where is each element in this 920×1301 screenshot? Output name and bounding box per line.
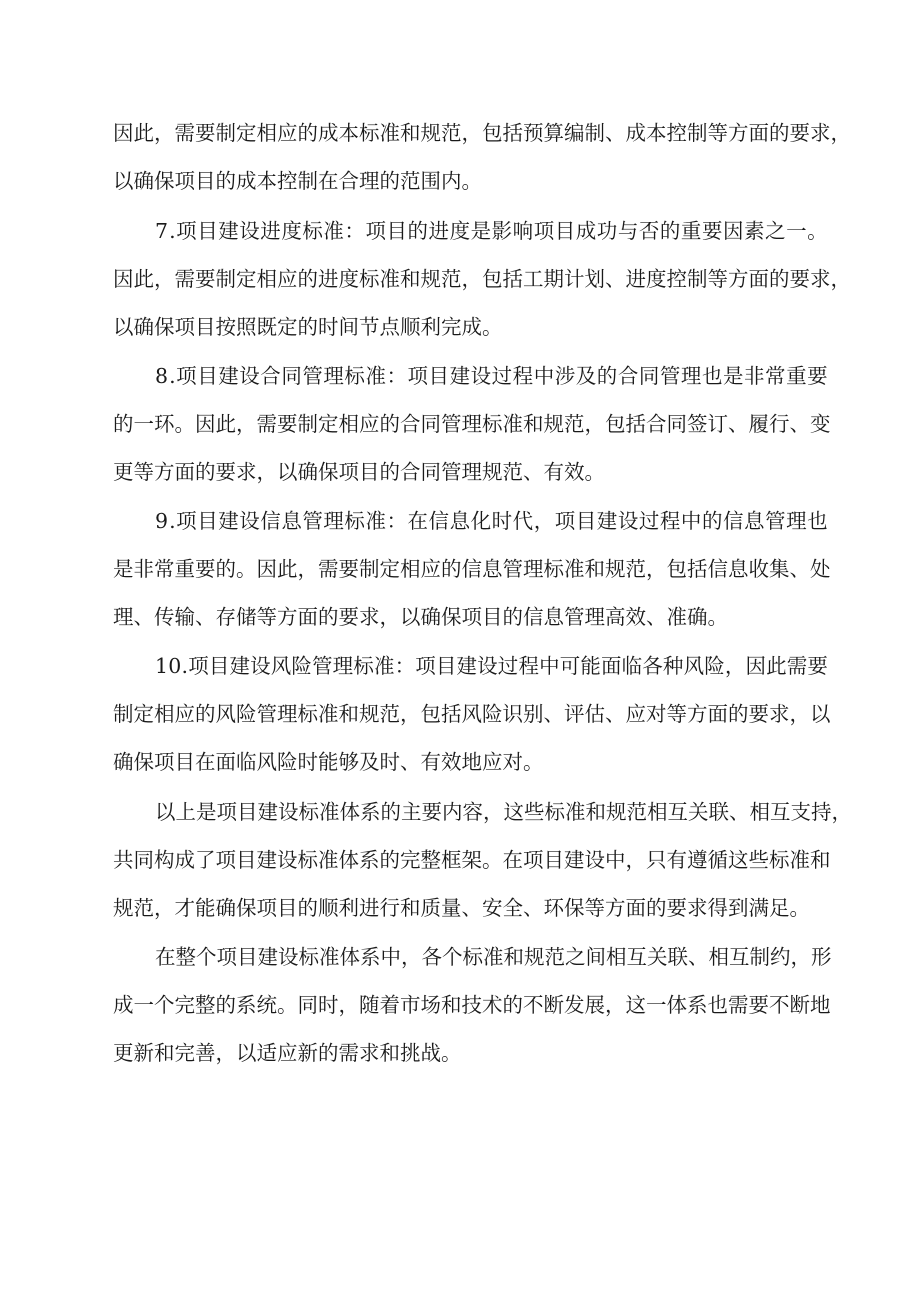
paragraph-summary-line-2: 共 同 构 成 了 项 目 建 设 标 准 体 系 的 完 整 框 架 。 在 项 目 建 设 中 ， 只 有 遵 循 这 些 标 准 和 (113, 848, 831, 872)
paragraph-9-line-2: 是 非 常 重 要 的 。 因 此 ， 需 要 制 定 相 应 的 信 息 管 理 标 准 和 规 范 ， 包 括 信 息 收 集 、 处 (113, 557, 831, 581)
paragraph-8-line-2: 的 一 环 。 因 此 ， 需 要 制 定 相 应 的 合 同 管 理 标 准 和 规 范 ， 包 括 合 同 签 订 、 履 行 、 变 (113, 412, 831, 436)
paragraph-10-line-3: 确保项目在面临风险时能够及时、有效地应对。 (113, 750, 544, 774)
paragraph-9-line-1: 9 . 项 目 建 设 信 息 管 理 标 准 ： 在 信 息 化 时 代 ， 项 目 建 设 过 程 中 的 信 息 管 理 也 (155, 509, 828, 533)
paragraph-8-line-3: 更等方面的要求，以确保项目的合同管理规范、有效。 (113, 460, 605, 484)
paragraph-7-line-1: 7 . 项 目 建 设 进 度 标 准 ： 项 目 的 进 度 是 影 响 项 目 成 功 与 否 的 重 要 因 素 之 一 。 (155, 219, 828, 243)
paragraph-10-line-1: 1 0 . 项 目 建 设 风 险 管 理 标 准 ： 项 目 建 设 过 程 中 可 能 面 临 各 种 风 险 ， 因 此 需 要 (155, 654, 828, 678)
paragraph-cost-line-1: 因 此 ， 需 要 制 定 相 应 的 成 本 标 准 和 规 范 ， 包 括 预 算 编 制 、 成 本 控 制 等 方 面 的 要 求 ， (113, 121, 851, 145)
paragraph-7-line-2: 因 此 ， 需 要 制 定 相 应 的 进 度 标 准 和 规 范 ， 包 括 工 期 计 划 、 进 度 控 制 等 方 面 的 要 求 ， (113, 267, 851, 291)
paragraph-summary-line-1: 以 上 是 项 目 建 设 标 准 体 系 的 主 要 内 容 ， 这 些 标 准 和 规 范 相 互 关 联 、 相 互 支 持 ， (155, 800, 852, 824)
paragraph-conclusion-line-3: 更新和完善，以适应新的需求和挑战。 (113, 1041, 462, 1065)
paragraph-conclusion-line-1: 在 整 个 项 目 建 设 标 准 体 系 中 ， 各 个 标 准 和 规 范 之 间 相 互 关 联 、 相 互 制 约 ， 形 (155, 945, 832, 969)
paragraph-summary-line-3: 规范，才能确保项目的顺利进行和质量、安全、环保等方面的要求得到满足。 (113, 896, 810, 920)
paragraph-8-line-1: 8 . 项 目 建 设 合 同 管 理 标 准 ： 项 目 建 设 过 程 中 涉 及 的 合 同 管 理 也 是 非 常 重 要 (155, 364, 828, 388)
paragraph-9-line-3: 理、传输、存储等方面的要求，以确保项目的信息管理高效、准确。 (113, 605, 728, 629)
paragraph-conclusion-line-2: 成 一 个 完 整 的 系 统 。 同 时 ， 随 着 市 场 和 技 术 的 不 断 发 展 ， 这 一 体 系 也 需 要 不 断 地 (113, 993, 831, 1017)
paragraph-7-line-3: 以确保项目按照既定的时间节点顺利完成。 (113, 315, 503, 339)
paragraph-cost-line-2: 以确保项目的成本控制在合理的范围内。 (113, 169, 482, 193)
paragraph-10-line-2: 制 定 相 应 的 风 险 管 理 标 准 和 规 范 ， 包 括 风 险 识 别 、 评 估 、 应 对 等 方 面 的 要 求 ， 以 (113, 702, 831, 726)
